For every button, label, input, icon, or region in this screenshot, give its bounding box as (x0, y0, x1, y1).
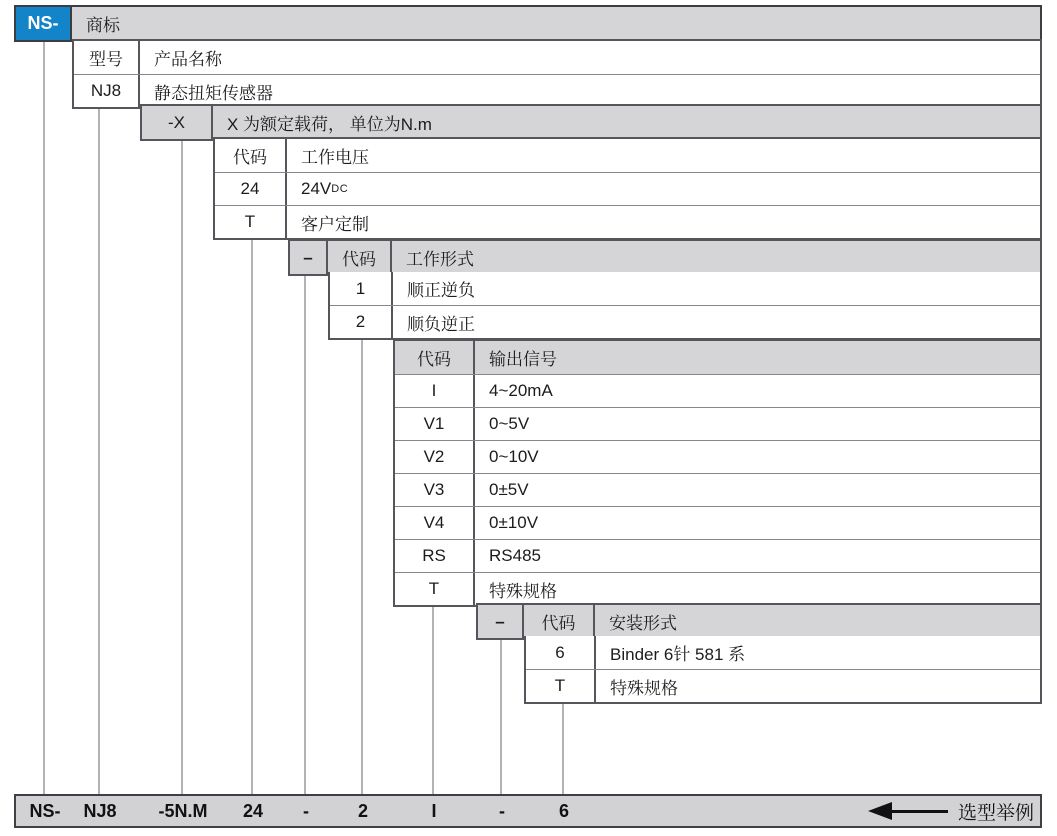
connector-line (562, 701, 564, 794)
voltage-value-sub: DC (331, 183, 349, 195)
connector-line (98, 104, 100, 794)
mounting-header: 安装形式 (609, 614, 677, 633)
example-segment: I (431, 800, 437, 821)
output-value: 0±5V (489, 480, 529, 499)
example-segment: - (303, 800, 309, 821)
voltage-code-header: 代码 (215, 139, 287, 172)
table-row (215, 172, 1040, 205)
output-code: V3 (395, 474, 475, 506)
output-value: 特殊规格 (489, 581, 557, 601)
connector-line (361, 338, 363, 794)
brand-row (14, 5, 1042, 42)
model-code: NJ8 (74, 75, 140, 107)
connector-line (43, 39, 45, 794)
work-mode-value: 顺正逆负 (407, 281, 475, 300)
mounting-header-row (476, 603, 1042, 640)
table-row (330, 272, 1040, 305)
table-row (395, 572, 1040, 605)
output-code: I (395, 375, 475, 407)
output-value: RS485 (489, 546, 541, 565)
table-row (526, 636, 1040, 669)
table-row (395, 539, 1040, 572)
output-value: 0~5V (489, 414, 530, 433)
mounting-code: T (526, 670, 596, 702)
work-mode-code: 1 (330, 272, 393, 305)
example-segment: NJ8 (83, 800, 117, 821)
work-mode-dash: – (290, 241, 328, 274)
table-row (395, 407, 1040, 440)
voltage-header: 工作电压 (301, 148, 369, 167)
mounting-value: 特殊规格 (610, 678, 678, 698)
work-mode-code: 2 (330, 306, 393, 338)
work-mode-table (328, 272, 1042, 340)
work-mode-code-header: 代码 (328, 241, 392, 274)
work-mode-value: 顺负逆正 (407, 314, 475, 334)
output-code: T (395, 573, 475, 605)
voltage-value: 客户定制 (301, 214, 369, 234)
work-mode-header-row (288, 239, 1042, 276)
example-segment: NS- (29, 800, 61, 821)
table-row (330, 305, 1040, 338)
example-label: 选型举例 (957, 802, 1034, 824)
example-pointer (868, 796, 1034, 826)
model-column-header: 型号 (74, 41, 140, 74)
model-table (72, 39, 1042, 109)
load-desc: X 为额定载荷， 单位为N.m (227, 115, 432, 134)
table-row (215, 205, 1040, 238)
output-signal-table (393, 339, 1042, 607)
output-value: 4~20mA (489, 381, 553, 400)
output-value: 0±10V (489, 513, 539, 532)
mounting-value: Binder 6针 581 系 (610, 645, 746, 664)
connector-line (181, 137, 183, 794)
mounting-dash: – (478, 605, 524, 638)
table-row (395, 506, 1040, 539)
connector-line (432, 603, 434, 794)
rated-load-row (140, 104, 1042, 141)
connector-line (304, 271, 306, 794)
connector-line (500, 635, 502, 794)
brand-code: NS- (16, 7, 72, 40)
table-row (395, 473, 1040, 506)
example-segment: 24 (242, 800, 264, 821)
voltage-table (213, 137, 1042, 240)
output-code: RS (395, 540, 475, 572)
table-row (526, 669, 1040, 702)
table-row (395, 440, 1040, 473)
example-bar (14, 794, 1042, 828)
example-segment: 2 (357, 800, 369, 821)
product-name-header: 产品名称 (154, 50, 222, 69)
output-code-header: 代码 (395, 341, 475, 374)
example-segment: - (499, 800, 505, 821)
table-row (395, 374, 1040, 407)
mounting-code: 6 (526, 636, 596, 669)
mounting-code-header: 代码 (524, 605, 595, 638)
voltage-value (287, 173, 1040, 205)
output-header: 输出信号 (489, 350, 557, 369)
output-code: V1 (395, 408, 475, 440)
voltage-code: 24 (215, 173, 287, 205)
connector-line (251, 236, 253, 794)
brand-label: 商标 (72, 7, 1040, 40)
example-segment: 6 (558, 800, 570, 821)
left-arrow-icon (868, 802, 892, 820)
output-code: V2 (395, 441, 475, 473)
voltage-value-main: 24V (301, 179, 332, 198)
load-code: -X (142, 106, 213, 139)
voltage-code: T (215, 206, 287, 238)
output-code: V4 (395, 507, 475, 539)
product-name: 静态扭矩传感器 (154, 83, 273, 103)
work-mode-header: 工作形式 (406, 250, 474, 269)
output-value: 0~10V (489, 447, 539, 466)
arrow-shaft (892, 810, 948, 813)
example-segment: -5N.M (158, 800, 208, 821)
mounting-table (524, 636, 1042, 704)
